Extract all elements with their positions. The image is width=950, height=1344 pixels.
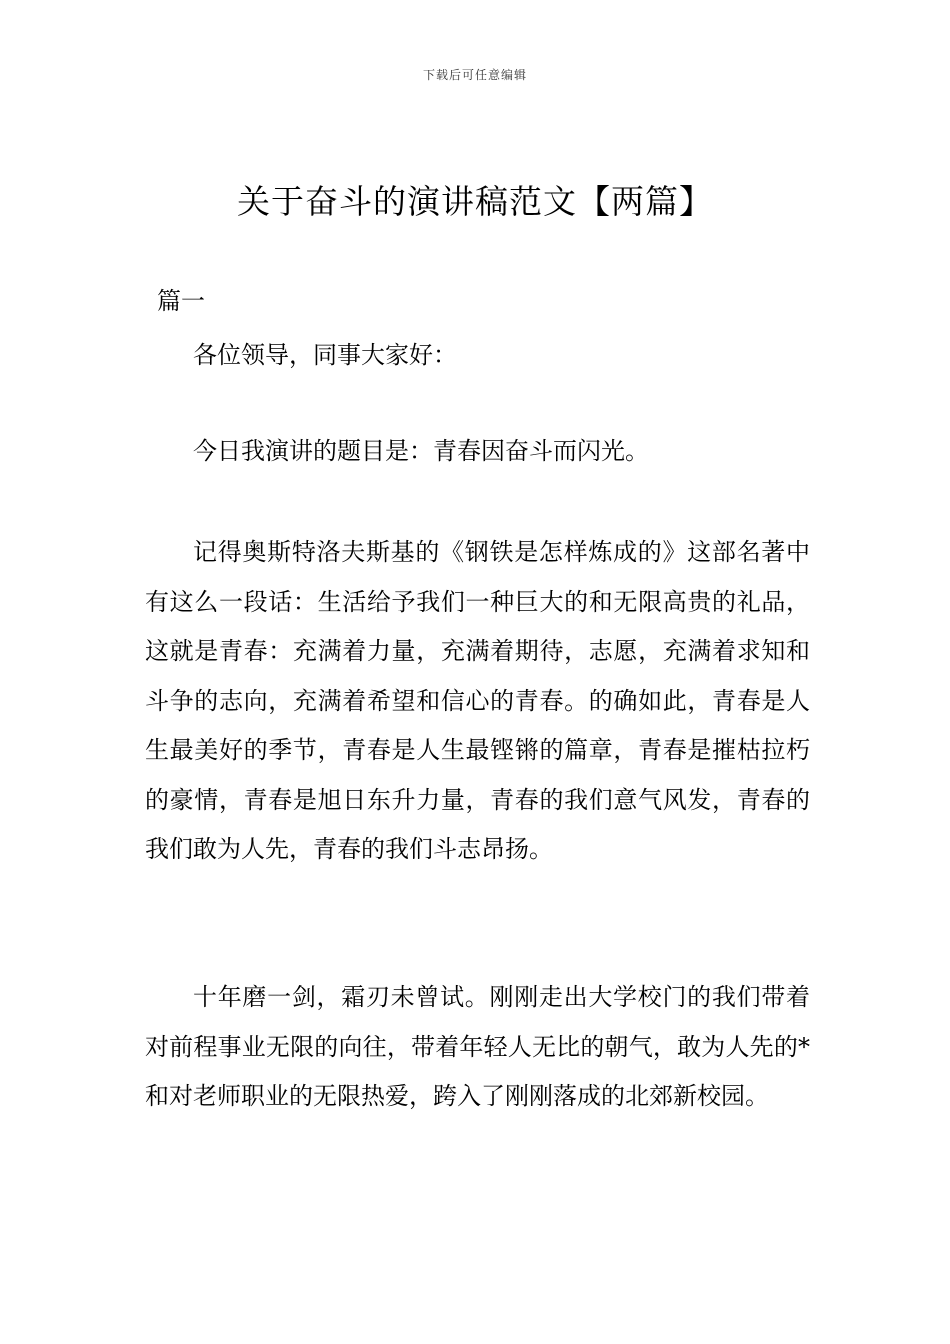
section-label: 篇一 [157, 287, 205, 315]
paragraph-greeting [145, 331, 810, 381]
paragraph-quote [145, 528, 810, 875]
paragraph-text: 记得奥斯特洛夫斯基的《钢铁是怎样炼成的》这部名著中有这么一段话：生活给予我们一种巨大的和无限高贵的礼品，这就是青春：充满着力量，充满着期待，志愿，充满着求知和斗争的志向，充满着希望和信心的青春。的确如此，青春是人生最美好的季节，青春是人生最铿锵的篇章，青春是摧枯拉朽的豪情，青春是旭日东升力量，青春的我们意气风发，青春的我们敢为人先，青春的我们斗志昂扬。 [145, 538, 810, 863]
page-header-note: 下载后可任意编辑 [422, 68, 527, 82]
paragraph-text: 今日我演讲的题目是：青春因奋斗而闪光。 [193, 437, 649, 465]
paragraph-text: 十年磨一剑，霜刃未曾试。刚刚走出大学校门的我们带着对前程事业无限的向往，带着年轻人无比的朝气，敢为人先的*和对老师职业的无限热爱，跨入了刚刚落成的北郊新校园。 [145, 983, 810, 1110]
document-title: 关于奋斗的演讲稿范文【两篇】 [237, 182, 713, 221]
paragraph-decade [145, 973, 810, 1122]
paragraph-topic [145, 427, 810, 477]
paragraph-text: 各位领导，同事大家好： [193, 341, 457, 369]
